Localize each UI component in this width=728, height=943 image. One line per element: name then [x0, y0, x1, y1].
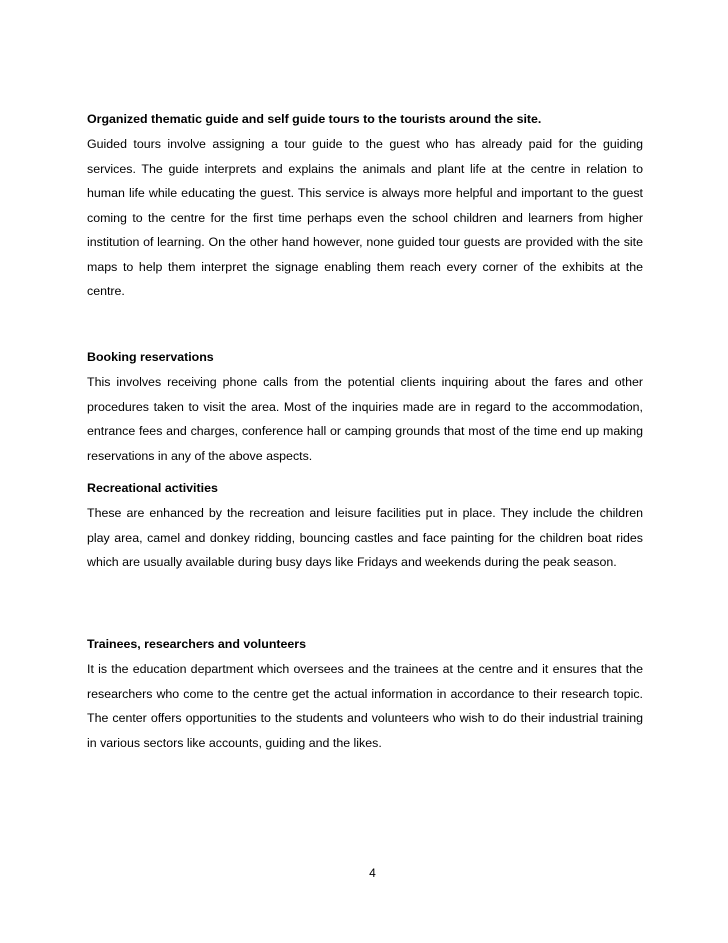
page-number: 4 [369, 866, 376, 880]
section-paragraph: Guided tours involve assigning a tour guide to the guest who has already paid for the guiding services. The guide interprets and explains the animals and plant life at the centre in relation to human life while educating the guest. This service is always more helpful and important to the guest coming to the centre for the first time perhaps even the school children and learners from higher institution of learning. On the other hand however, none guided tour guests are provided with the site maps to help them interpret the signage enabling them reach every corner of the exhibits at the centre. [87, 137, 643, 298]
section-paragraph: These are enhanced by the recreation and leisure facilities put in place. They include the children play area, camel and donkey ridding, bouncing castles and face painting for the children boat rides which are usually available during busy days like Fridays and weekends during the peak season. [87, 506, 643, 569]
section-heading: Trainees, researchers and volunteers [87, 637, 307, 651]
section-heading: Recreational activities [87, 481, 218, 495]
section-booking-reservations [87, 349, 643, 468]
section-heading: Booking reservations [87, 350, 214, 364]
section-paragraph: It is the education department which oversees and the trainees at the centre and it ensures that the researchers who come to the centre get the actual information in accordance to their research topic. The center offers opportunities to the students and volunteers who wish to do their industrial training in various sectors like accounts, guiding and the likes. [87, 662, 643, 750]
section-paragraph: This involves receiving phone calls from the potential clients inquiring about the fares and other procedures taken to visit the area. Most of the inquiries made are in regard to the accommodation, entrance fees and charges, conference hall or camping grounds that most of the time end up making reservations in any of the above aspects. [87, 375, 643, 463]
section-guided-tours [87, 111, 643, 304]
section-heading: Organized thematic guide and self guide tours to the tourists around the site. [87, 112, 542, 126]
section-recreational-activities [87, 480, 643, 575]
section-trainees-researchers [87, 636, 643, 755]
